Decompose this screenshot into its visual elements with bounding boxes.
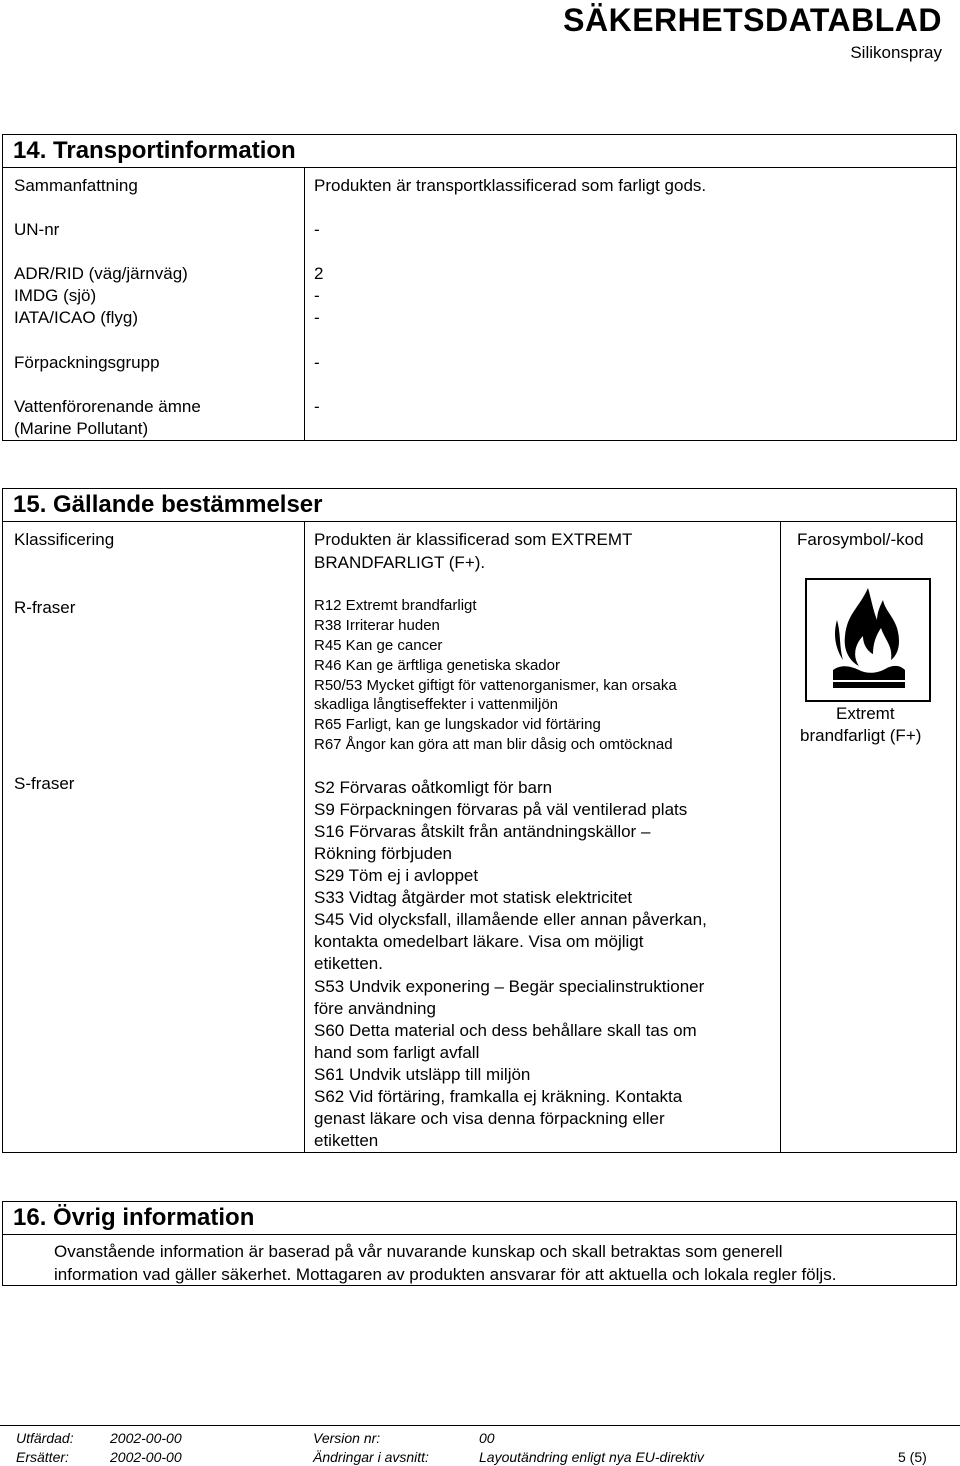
section-14-heading: 14. Transportinformation: [2, 134, 957, 168]
footer-utfardad-value: 2002-00-00: [110, 1430, 182, 1446]
footer-version-value: 00: [479, 1430, 495, 1446]
s-phrase: etiketten.: [314, 954, 383, 973]
s-phrase: S2 Förvaras oåtkomligt för barn: [314, 778, 553, 797]
row-value-forpackningsgrupp: -: [314, 353, 320, 372]
footer-ersatter-value: 2002-00-00: [110, 1449, 182, 1465]
s-phrase: etiketten: [314, 1131, 379, 1150]
product-name: Silikonspray: [850, 43, 942, 62]
hazard-symbol: [805, 578, 931, 702]
section-15-heading: 15. Gällande bestämmelser: [2, 488, 957, 522]
s-phrase: S29 Töm ej i avloppet: [314, 866, 479, 885]
footer-andringar-label: Ändringar i avsnitt:: [313, 1449, 429, 1465]
hazard-caption-2: brandfarligt (F+): [800, 726, 922, 745]
footer-andringar-value: Layoutändring enligt nya EU-direktiv: [479, 1449, 704, 1465]
s-phrase: genast läkare och visa denna förpackning eller: [314, 1109, 665, 1128]
row-value-adr: 2: [314, 264, 324, 283]
farosymbol-label: Farosymbol/-kod: [797, 530, 924, 549]
s-phrase: kontakta omedelbart läkare. Visa om möjligt: [314, 932, 644, 951]
klassificering-label: Klassificering: [14, 530, 115, 549]
row-value-imdg: -: [314, 286, 320, 305]
r-phrase: R38 Irriterar huden: [314, 617, 440, 634]
r-phrase: R12 Extremt brandfarligt: [314, 597, 477, 614]
klassificering-value-2: BRANDFARLIGT (F+).: [314, 553, 486, 572]
page-number: 5 (5): [898, 1449, 927, 1465]
row-value-iata: -: [314, 308, 320, 327]
s-phrase: S60 Detta material och dess behållare skall tas om: [314, 1021, 697, 1040]
s-phrase: S9 Förpackningen förvaras på väl ventilerad plats: [314, 800, 688, 819]
r-phrase: R45 Kan ge cancer: [314, 637, 443, 654]
s-fraser-label: S-fraser: [14, 774, 75, 793]
footer-divider: [0, 1425, 960, 1426]
row-value-un-nr: -: [314, 220, 320, 239]
r-phrase: R46 Kan ge ärftliga genetiska skador: [314, 657, 560, 674]
flame-icon: [807, 580, 929, 700]
row-value-sammanfattning: Produkten är transportklassificerad som farligt gods.: [314, 176, 707, 195]
row-value-marine-pollutant: -: [314, 397, 320, 416]
row-label-un-nr: UN-nr: [14, 220, 60, 239]
row-label-imdg: IMDG (sjö): [14, 286, 97, 305]
s-phrase: S53 Undvik exponering – Begär specialinstruktioner: [314, 977, 705, 996]
row-label-forpackningsgrupp: Förpackningsgrupp: [14, 353, 160, 372]
footer-version-label: Version nr:: [313, 1430, 381, 1446]
hazard-caption-1: Extremt: [836, 704, 895, 723]
row-label-marine-pollutant: Vattenförorenande ämne: [14, 397, 201, 416]
r-fraser-label: R-fraser: [14, 598, 76, 617]
s-phrase: S45 Vid olycksfall, illamående eller annan påverkan,: [314, 910, 707, 929]
s-phrase: S16 Förvaras åtskilt från antändningskällor –: [314, 822, 651, 841]
info-text-2: information vad gäller säkerhet. Mottagaren av produkten ansvarar för att aktuella och lokala regler följs.: [54, 1265, 837, 1284]
s-phrase: S62 Vid förtäring, framkalla ej kräkning. Kontakta: [314, 1087, 683, 1106]
document-title: SÄKERHETSDATABLAD: [563, 2, 942, 38]
r-phrase: R65 Farligt, kan ge lungskador vid förtäring: [314, 716, 601, 733]
s-phrase: Rökning förbjuden: [314, 844, 452, 863]
section-16-heading: 16. Övrig information: [2, 1201, 957, 1235]
info-text-1: Ovanstående information är baserad på vår nuvarande kunskap och skall betraktas som generell: [54, 1242, 783, 1261]
row-label-adr: ADR/RID (väg/järnväg): [14, 264, 188, 283]
r-phrase: R50/53 Mycket giftigt för vattenorganismer, kan orsaka: [314, 677, 677, 694]
row-label-sammanfattning: Sammanfattning: [14, 176, 138, 195]
s-phrase: före användning: [314, 999, 436, 1018]
s-phrase: S61 Undvik utsläpp till miljön: [314, 1065, 531, 1084]
row-label-iata: IATA/ICAO (flyg): [14, 308, 139, 327]
s-phrase: S33 Vidtag åtgärder mot statisk elektricitet: [314, 888, 633, 907]
r-phrase: skadliga långtiseffekter i vattenmiljön: [314, 696, 559, 713]
klassificering-value-1: Produkten är klassificerad som EXTREMT: [314, 530, 633, 549]
s-phrase: hand som farligt avfall: [314, 1043, 480, 1062]
footer-ersatter-label: Ersätter:: [16, 1449, 69, 1465]
row-label-marine-pollutant-sub: (Marine Pollutant): [14, 419, 149, 438]
footer-utfardad-label: Utfärdad:: [16, 1430, 74, 1446]
r-phrase: R67 Ångor kan göra att man blir dåsig och omtöcknad: [314, 736, 673, 753]
